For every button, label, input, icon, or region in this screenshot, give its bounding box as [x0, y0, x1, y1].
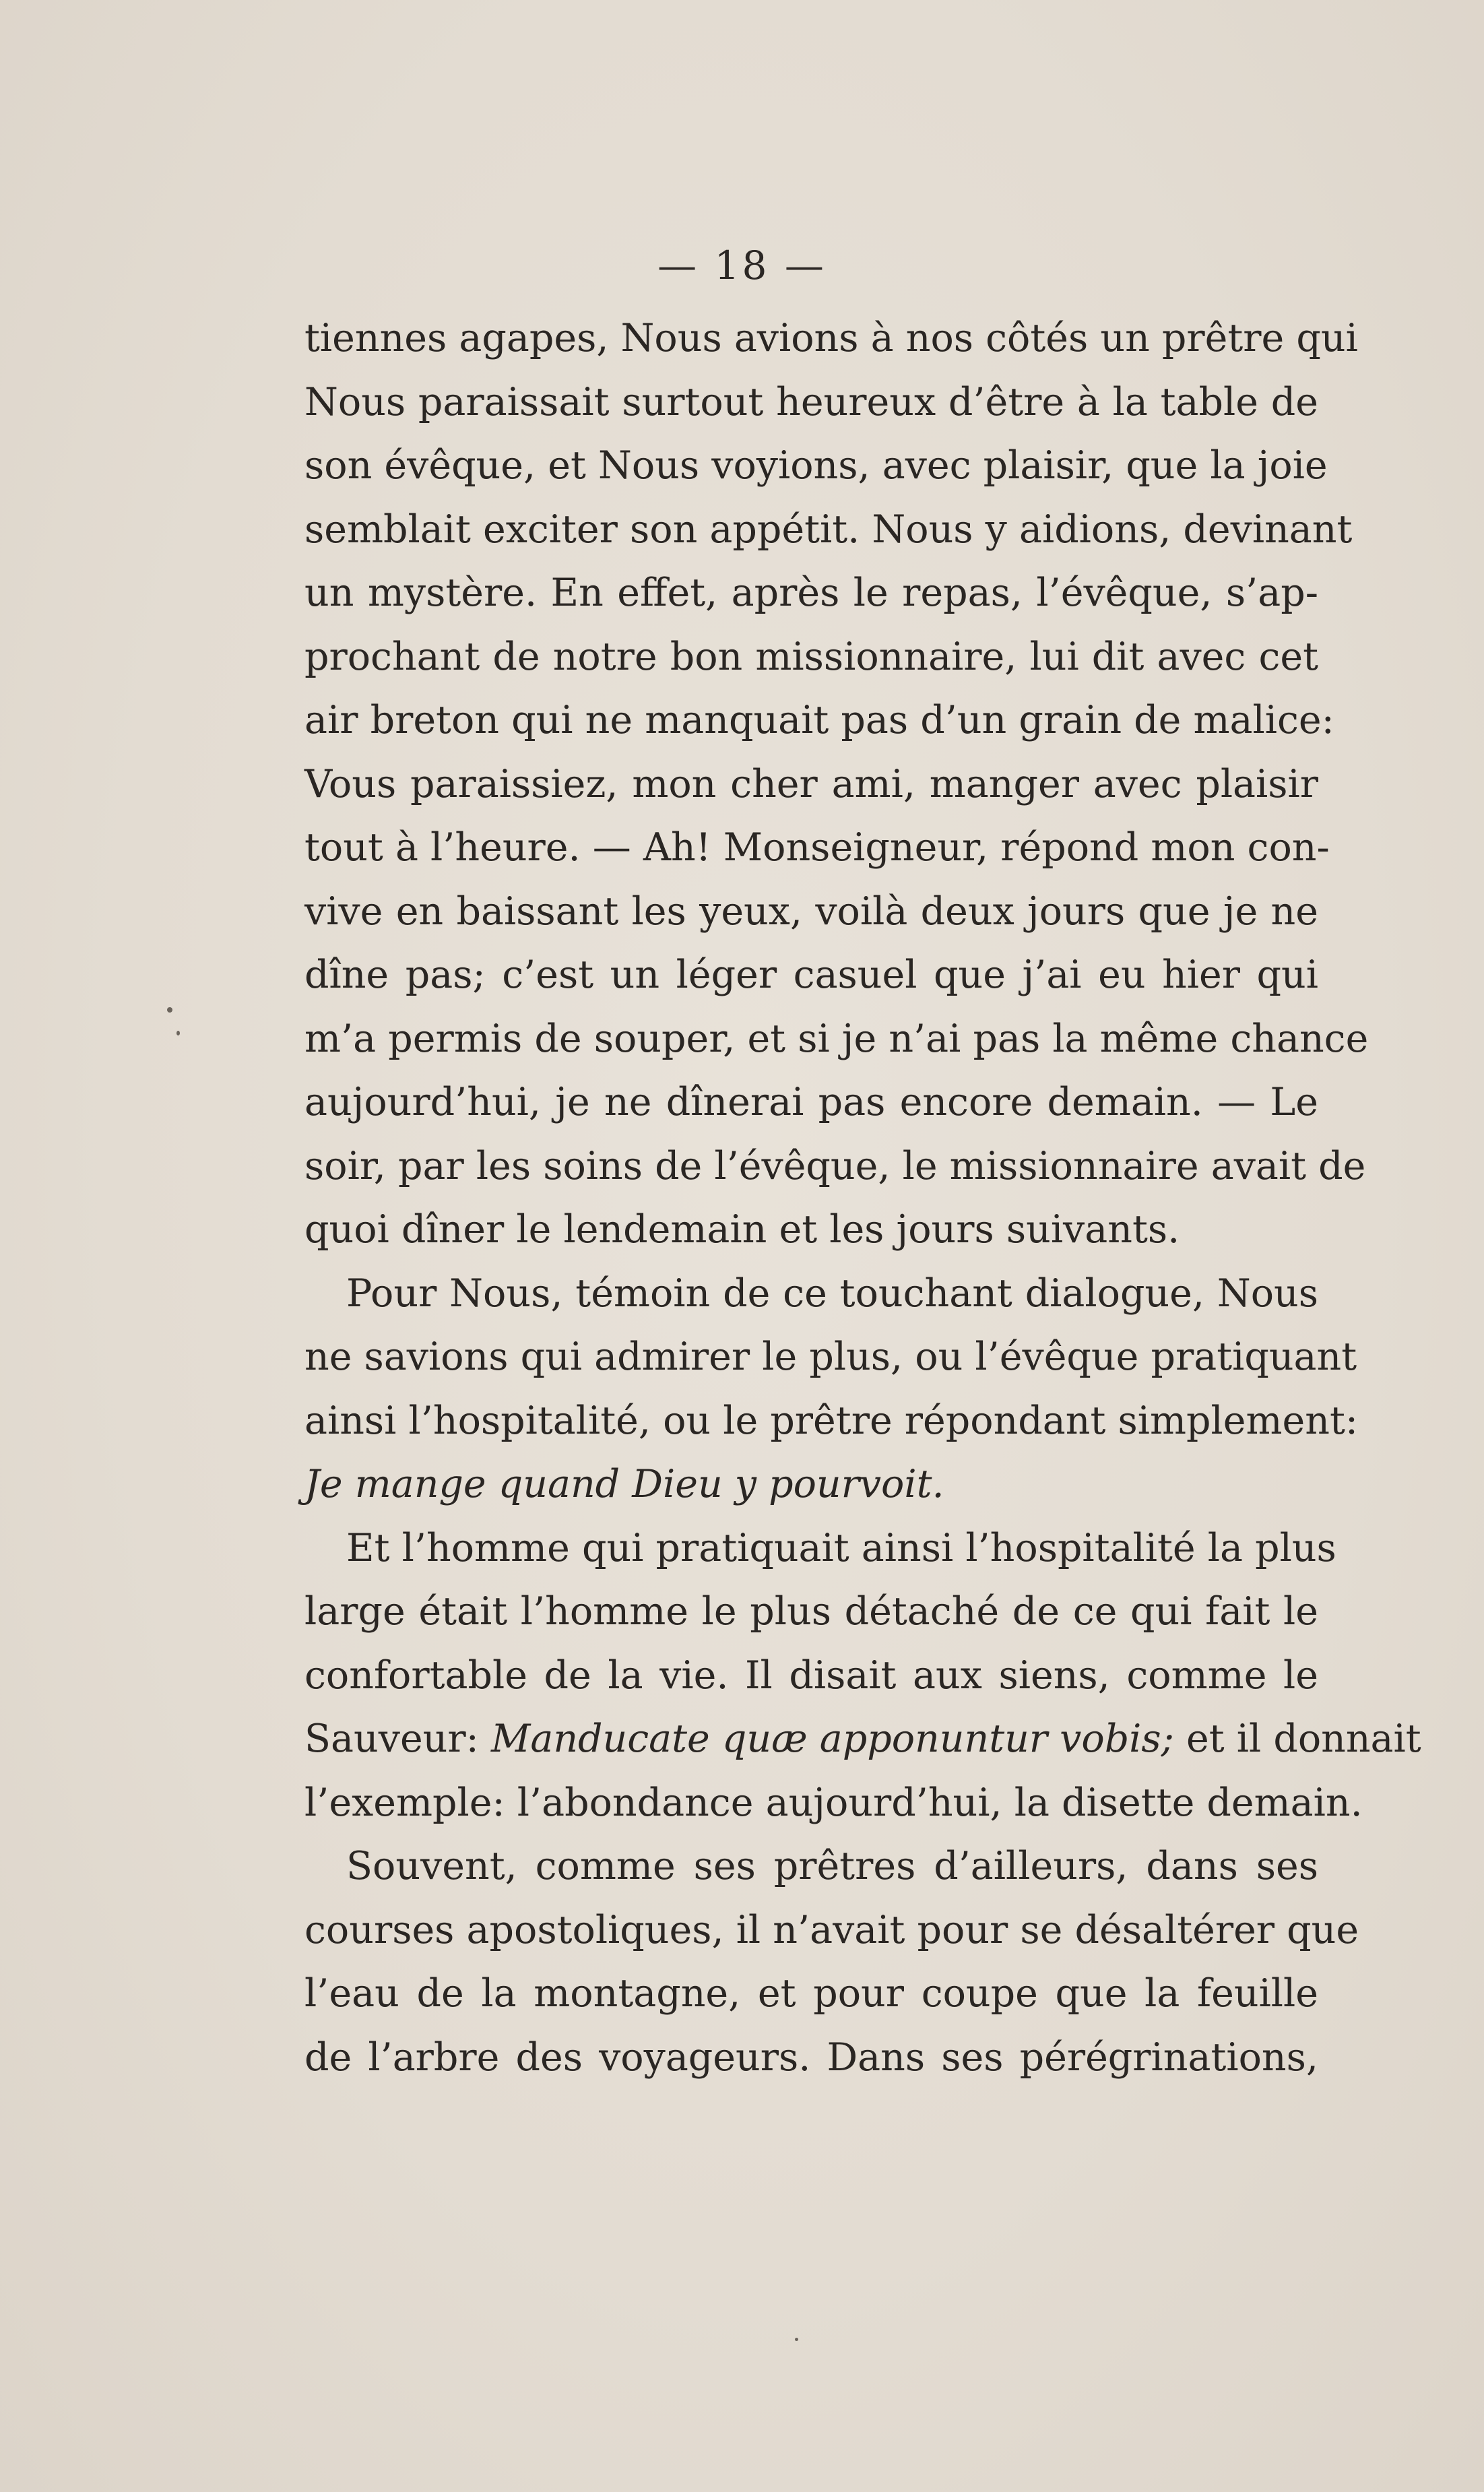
- text-line: quoi dîner le lendemain et les jours suivants.: [304, 1207, 1180, 1252]
- text-line: large était l’homme le plus détaché de ce qui fait le: [304, 1589, 1318, 1634]
- text-line: ainsi l’hospitalité, ou le prêtre répondant simplement:: [304, 1398, 1359, 1443]
- text-line: dîne pas; c’est un léger casuel que j’ai eu hier qui: [304, 953, 1318, 997]
- text-line: Pour Nous, témoin de ce touchant dialogue, Nous: [346, 1271, 1318, 1316]
- text-line: Vous paraissiez, mon cher ami, manger avec plaisir: [304, 761, 1318, 806]
- paper-speck: [176, 1031, 180, 1035]
- paper-speck: [167, 1007, 172, 1013]
- text-line: l’exemple: l’abondance aujourd’hui, la disette demain.: [304, 1780, 1363, 1825]
- text-line: aujourd’hui, je ne dînerai pas encore demain. — Le: [304, 1080, 1318, 1124]
- text-line: courses apostoliques, il n’avait pour se désaltérer que: [304, 1907, 1359, 1952]
- mixed-prefix: Sauveur:: [304, 1717, 491, 1761]
- text-line: confortable de la vie. Il disait aux siens, comme le: [304, 1653, 1318, 1698]
- text-line: air breton qui ne manquait pas d’un grain de malice:: [304, 698, 1334, 742]
- text-line: m’a permis de souper, et si je n’ai pas la même chance: [304, 1016, 1369, 1061]
- text-line: tiennes agapes, Nous avions à nos côtés un prêtre qui: [304, 316, 1358, 360]
- text-line: semblait exciter son appétit. Nous y aidions, devinant: [304, 507, 1353, 552]
- text-line: ne savions qui admirer le plus, ou l’évêque pratiquant: [304, 1335, 1357, 1379]
- text-line-mixed: [304, 1707, 1421, 1771]
- paragraph-1: [304, 307, 1369, 1262]
- text-line: Souvent, comme ses prêtres d’ailleurs, dans ses: [346, 1844, 1318, 1888]
- text-line: l’eau de la montagne, et pour coupe que la feuille: [304, 1971, 1318, 2016]
- italic-quote: Je mange quand Dieu y pourvoit.: [304, 1462, 944, 1506]
- body-text: [304, 307, 1421, 2089]
- text-line: soir, par les soins de l’évêque, le missionnaire avait de: [304, 1143, 1366, 1188]
- text-line: son évêque, et Nous voyions, avec plaisir, que la joie: [304, 443, 1328, 488]
- page-number: — 18 —: [657, 243, 827, 288]
- paragraph-4: [304, 1834, 1359, 2089]
- text-line: Et l’homme qui pratiquait ainsi l’hospitalité la plus: [346, 1525, 1336, 1570]
- text-line-italic: [304, 1452, 1318, 1516]
- text-line: de l’arbre des voyageurs. Dans ses pérégrinations,: [304, 2035, 1318, 2080]
- text-line: vive en baissant les yeux, voilà deux jours que je ne: [304, 889, 1318, 934]
- text-line: Nous paraissait surtout heureux d’être à la table de: [304, 379, 1318, 424]
- paper-speck: [795, 2338, 798, 2341]
- text-line: un mystère. En effet, après le repas, l’évêque, s’ap-: [304, 571, 1318, 615]
- paragraph-2: [304, 1262, 1359, 1516]
- text-line: tout à l’heure. — Ah! Monseigneur, répond mon con-: [304, 825, 1330, 870]
- latin-quote: Manducate quæ apponuntur vobis;: [490, 1717, 1174, 1761]
- text-line: prochant de notre bon missionnaire, lui dit avec cet: [304, 634, 1318, 679]
- mixed-suffix: et il donnait: [1173, 1717, 1421, 1761]
- paragraph-3: [304, 1516, 1421, 1835]
